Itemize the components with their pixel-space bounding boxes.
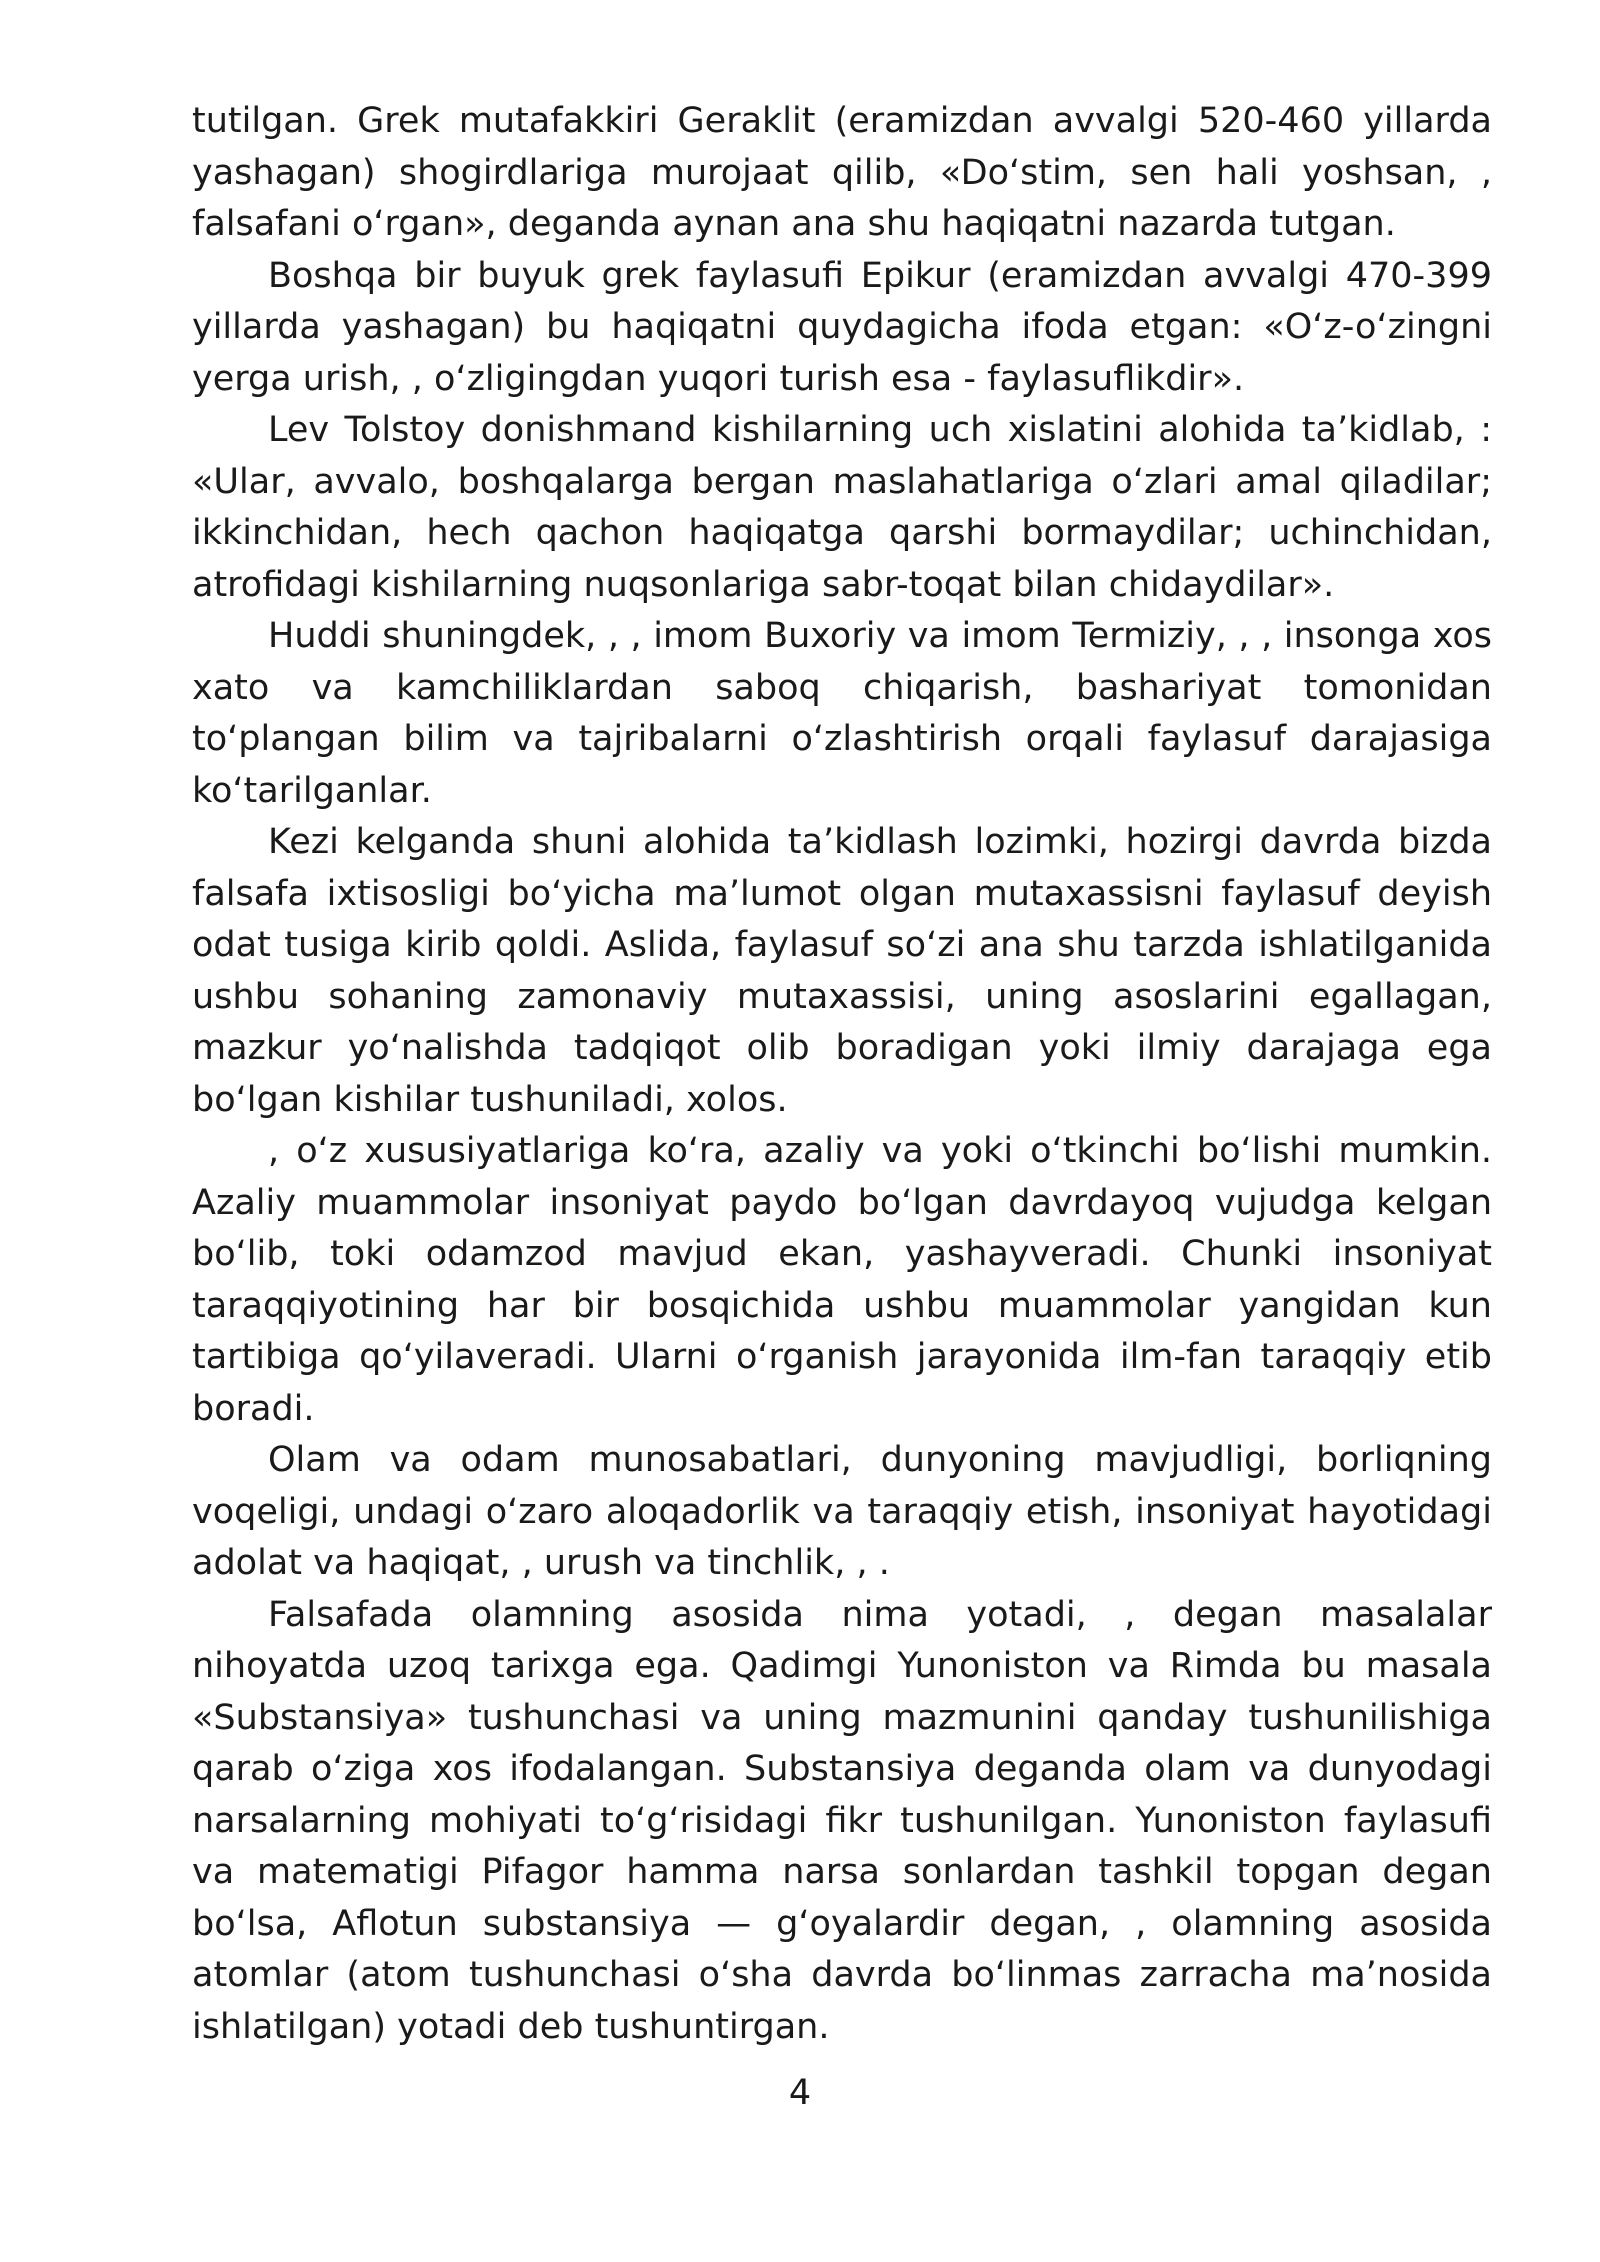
- paragraph-8: Falsafada olamning asosida nima yotadi, , degan masalalar nihoyatda uzoq tarixga ega. Qadimgi Yunoniston va Rimda bu masala «Substansiya» tushunchasi va uning mazmunini qanday tushunilishiga qarab o‘ziga xos ifodalangan. Substansiya deganda olam va dunyodagi narsalarning mohiyati to‘g‘risidagi fikr tushunilgan. Yunoniston faylasufi va matematigi Pifagor hamma narsa sonlardan tashkil topgan degan bo‘lsa, Aflotun substansiya — g‘oyalardir degan, , olamning asosida atomlar (atom tushunchasi o‘sha davrda bo‘linmas zarracha ma’nosida ishlatilgan) yotadi deb tushuntirgan.: [192, 1594, 1492, 2047]
- paragraph-4: Huddi shuningdek, , , imom Buxoriy va imom Termiziy, , , insonga xos xato va kamchiliklardan saboq chiqarish, bashariyat tomonidan to‘plangan bilim va tajribalarni o‘zlashtirish orqali faylasuf darajasiga ko‘tarilganlar.: [192, 616, 1492, 811]
- page-number: 4: [788, 2073, 812, 2113]
- paragraph-7: Olam va odam munosabatlari, dunyoning mavjudligi, borliqning voqeligi, undagi o‘zaro aloqadorlik va taraqqiy etish, insoniyat hayotidagi adolat va haqiqat, , urush va tinchlik, , .: [192, 1440, 1492, 1583]
- paragraph-1: tutilgan. Grek mutafakkiri Geraklit (eramizdan avvalgi 520-460 yillarda yashagan) shogirdlariga murojaat qilib, «Do‘stim, sen hali yoshsan, , falsafani o‘rgan», deganda aynan ana shu haqiqatni nazarda tutgan.: [192, 101, 1492, 244]
- page-body: [192, 96, 1492, 2053]
- paragraph-6: , o‘z xususiyatlariga ko‘ra, azaliy va yoki o‘tkinchi bo‘lishi mumkin. Azaliy muammolar insoniyat paydo bo‘lgan davrdayoq vujudga kelgan bo‘lib, toki odamzod mavjud ekan, yashayveradi. Chunki insoniyat taraqqiyotining har bir bosqichida ushbu muammolar yangidan kun tartibiga qo‘yilaveradi. Ularni o‘rganish jarayonida ilm-fan taraqqiy etib boradi.: [192, 1131, 1492, 1429]
- paragraph-5: Kezi kelganda shuni alohida ta’kidlash lozimki, hozirgi davrda bizda falsafa ixtisosligi bo‘yicha ma’lumot olgan mutaxassisni faylasuf deyish odat tusiga kirib qoldi. Aslida, faylasuf so‘zi ana shu tarzda ishlatilganida ushbu sohaning zamonaviy mutaxassisi, uning asoslarini egallagan, mazkur yo‘nalishda tadqiqot olib boradigan yoki ilmiy darajaga ega bo‘lgan kishilar tushuniladi, xolos.: [192, 822, 1492, 1120]
- paragraph-3: Lev Tolstoy donishmand kishilarning uch xislatini alohida ta’kidlab, : «Ular, avvalo, boshqalarga bergan maslahatlariga o‘zlari amal qiladilar; ikkinchidan, hech qachon haqiqatga qarshi bormaydilar; uchinchidan, atrofidagi kishilarning nuqsonlariga sabr-toqat bilan chidaydilar».: [192, 410, 1492, 605]
- paragraph-2: Boshqa bir buyuk grek faylasufi Epikur (eramizdan avvalgi 470-399 yillarda yashagan) bu haqiqatni quydagicha ifoda etgan: «O‘z-o‘zingni yerga urish, , o‘zligingdan yuqori turish esa - faylasuflikdir».: [192, 255, 1492, 399]
